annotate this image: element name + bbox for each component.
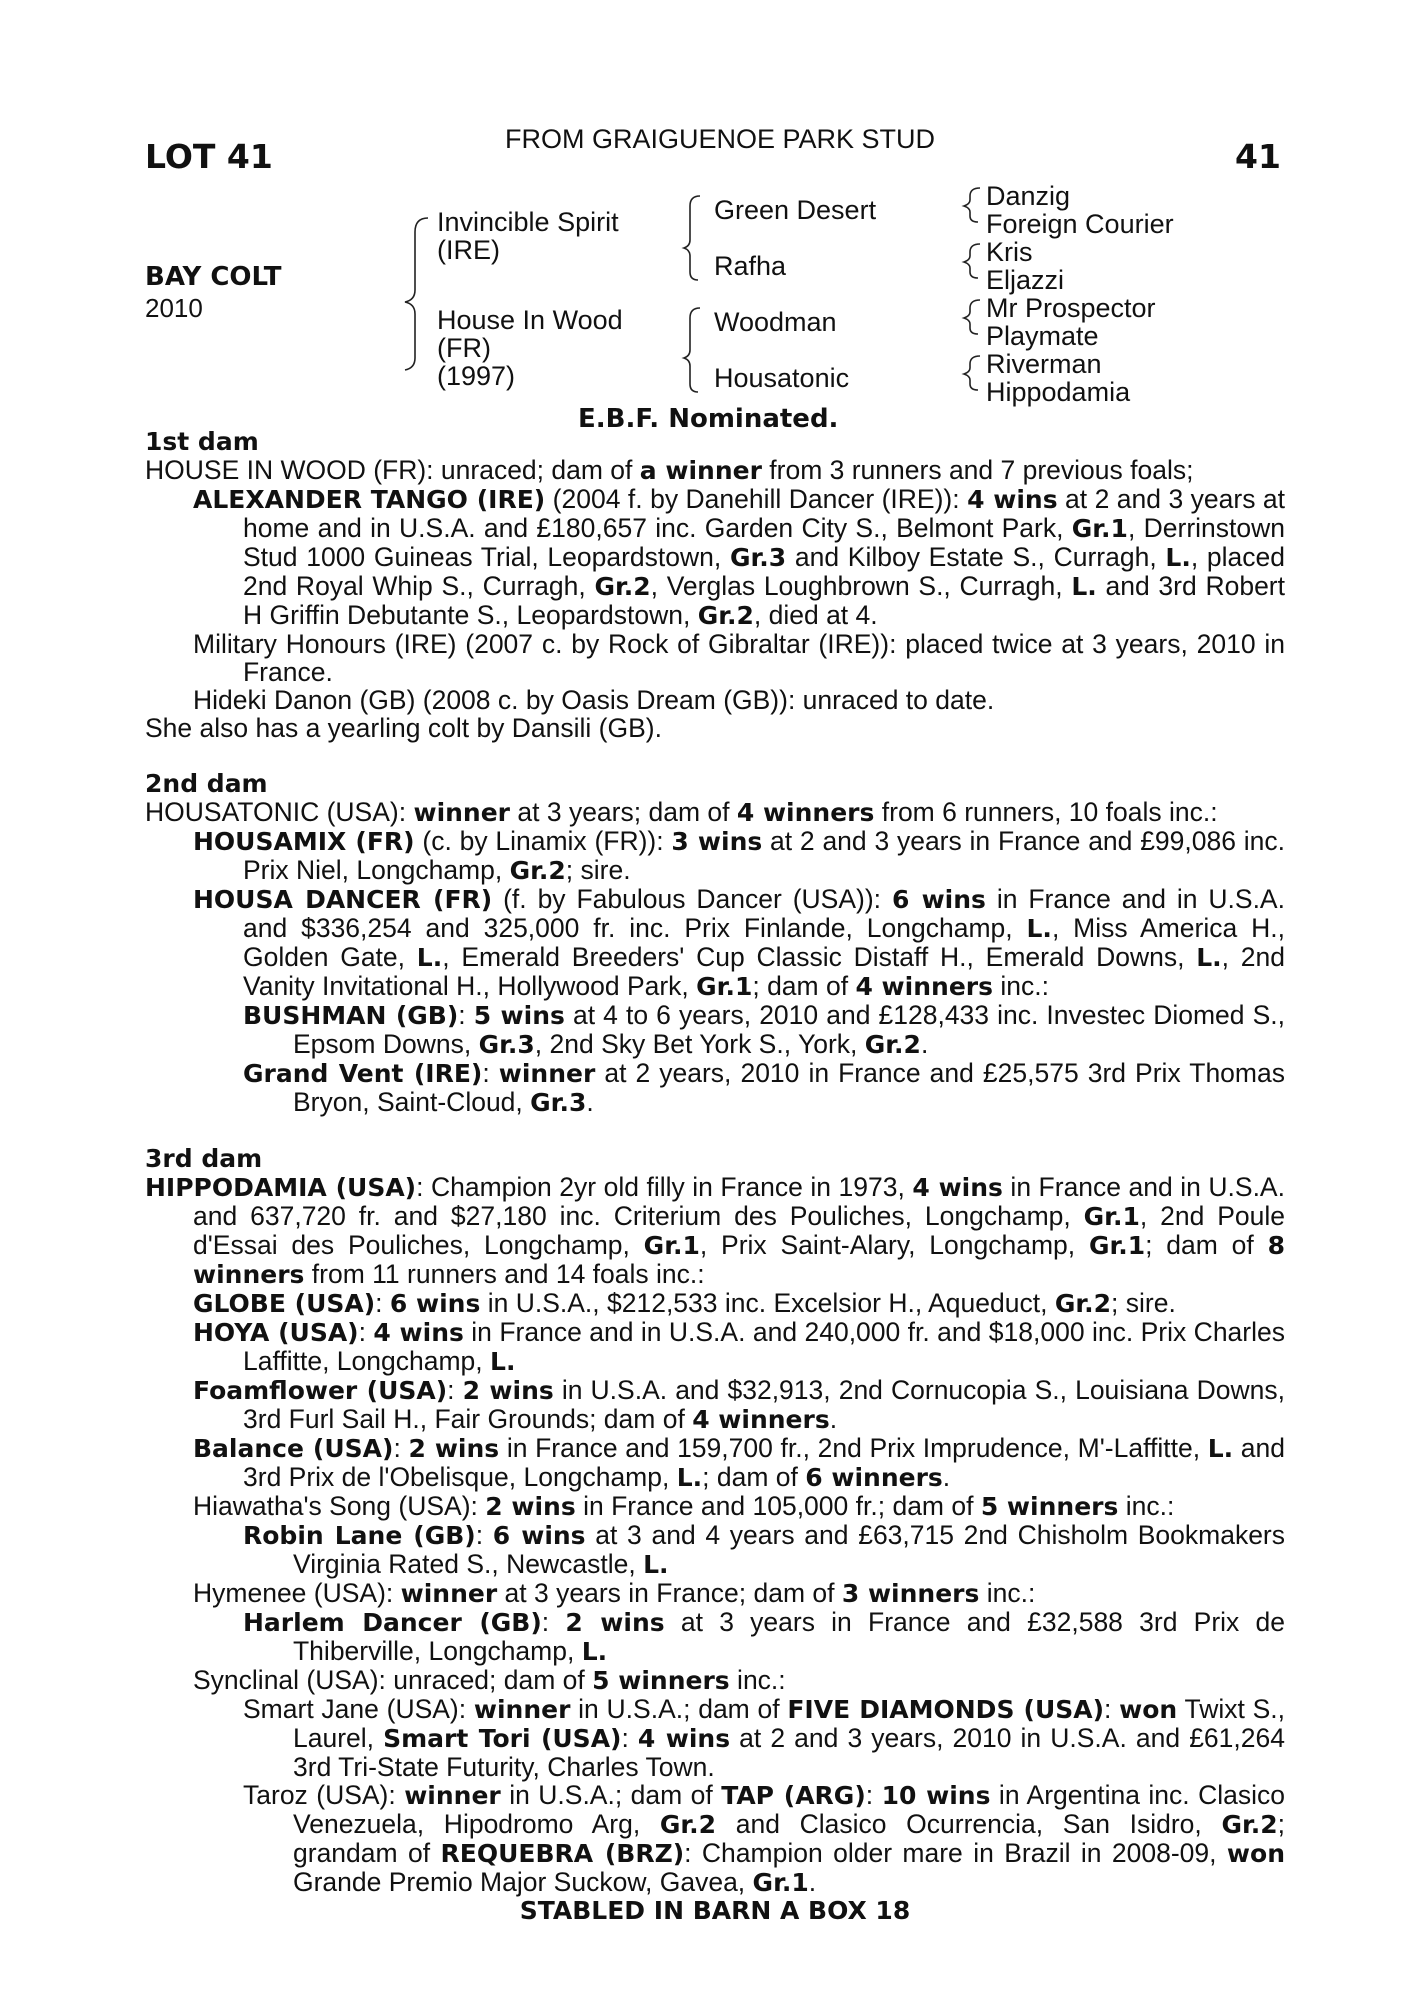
text: from 3 runners and 7 previous foals; xyxy=(761,455,1194,485)
text: and Clasico Ocurrencia, San Isidro, xyxy=(716,1809,1222,1839)
bold-text: Gr.1 xyxy=(643,1231,700,1260)
family-details xyxy=(145,428,1285,1925)
bold-text: Gr.2 xyxy=(1054,1289,1112,1318)
bold-text: Smart Tori (USA) xyxy=(383,1724,622,1753)
text: Hymenee (USA): xyxy=(193,1578,401,1608)
lot-label: LOT 41 xyxy=(145,137,273,176)
brace-gen3-4 xyxy=(964,356,980,390)
text: HOUSATONIC (USA): xyxy=(145,797,414,827)
text: , 2nd Sky Bet York S., York, xyxy=(534,1029,865,1059)
second-dam-summary xyxy=(145,798,1285,827)
text: . xyxy=(808,1867,817,1897)
bold-text: 4 winners xyxy=(855,972,993,1001)
text: at 2 and 3 years, 2010 in U.S.A. and £61,264 3rd Tri-State Futurity, Charles Town. xyxy=(293,1723,1285,1782)
bold-text: Gr.3 xyxy=(530,1088,587,1117)
bold-text: 2 wins xyxy=(565,1608,665,1637)
bold-text: winner xyxy=(473,1695,571,1724)
text: ; grandam of xyxy=(293,1809,1285,1868)
sire-line-1: Invincible Spirit xyxy=(437,207,619,237)
text: at 3 years; dam of xyxy=(510,797,737,827)
text: inc.: xyxy=(979,1578,1036,1608)
bold-text: L. xyxy=(1196,943,1222,972)
dam-dam: Housatonic xyxy=(714,363,850,393)
produce-bushman xyxy=(243,1000,1285,1059)
produce-synclinal xyxy=(193,1665,1285,1695)
bold-text: winner xyxy=(404,1781,501,1810)
text: , died at 4. xyxy=(753,600,878,630)
text: , Miss America H., Golden Gate, xyxy=(243,913,1285,972)
bold-text: Gr.1 xyxy=(1083,1202,1140,1231)
yearling-note: She also has a yearling colt by Dansili (GB). xyxy=(145,713,662,743)
text: at 4 to 6 years, 2010 and £128,433 inc. Investec Diomed S., Epsom Downs, xyxy=(293,1000,1285,1059)
sire-dam-dam: Eljazzi xyxy=(986,265,1065,295)
stabled-location: STABLED IN BARN A BOX 18 xyxy=(519,1896,911,1925)
text: at 3 years in France; dam of xyxy=(497,1578,842,1608)
bold-text: 5 winners xyxy=(980,1492,1119,1521)
dam-dam-sire: Riverman xyxy=(986,349,1102,379)
bold-text: 4 wins xyxy=(912,1173,1003,1202)
text: : xyxy=(865,1780,882,1810)
bold-text: 2 wins xyxy=(408,1434,500,1463)
text: : xyxy=(482,1058,499,1088)
text: ; dam of xyxy=(702,1462,806,1492)
bold-text: 6 wins xyxy=(389,1289,481,1318)
bold-text: L. xyxy=(676,1463,703,1492)
text: at 2 years, 2010 in France and £25,575 3rd Prix Thomas Bryon, Saint-Cloud, xyxy=(293,1058,1285,1117)
bold-text: won xyxy=(1226,1839,1285,1868)
produce-alexander-tango xyxy=(193,484,1285,630)
first-dam-summary xyxy=(145,456,1285,485)
produce-hiawathas-song xyxy=(193,1491,1285,1521)
bold-text: Gr.1 xyxy=(1088,1231,1146,1260)
bold-text: L. xyxy=(1026,914,1052,943)
bold-text: 4 wins xyxy=(373,1318,464,1347)
text: : xyxy=(393,1433,409,1463)
produce-taroz xyxy=(243,1780,1285,1897)
produce-housamix xyxy=(193,826,1285,885)
text: Twixt S., Laurel, xyxy=(293,1694,1285,1753)
bold-text: L. xyxy=(643,1550,669,1579)
text: Hiawatha's Song (USA): xyxy=(193,1491,486,1521)
produce-hoya xyxy=(193,1317,1285,1376)
text: (f. by Fabulous Dancer (USA)): xyxy=(492,884,892,914)
bold-text: 10 wins xyxy=(881,1781,991,1810)
lot-number: 41 xyxy=(1235,137,1281,176)
horse-name: HOUSAMIX (FR) xyxy=(193,827,415,856)
text: . xyxy=(829,1404,838,1434)
text: in Argentina inc. Clasico Venezuela, Hipodromo Arg, xyxy=(293,1780,1285,1839)
text: in U.S.A.; dam of xyxy=(570,1694,788,1724)
bold-text: Gr.2 xyxy=(864,1030,921,1059)
bold-text: 4 wins xyxy=(637,1724,731,1753)
produce-balance xyxy=(193,1433,1286,1492)
horse-name: Grand Vent (IRE) xyxy=(243,1059,483,1088)
text: in France and in U.S.A. and $336,254 and 325,000 fr. inc. Prix Finlande, Longchamp, xyxy=(243,884,1285,943)
bold-text: L. xyxy=(490,1347,516,1376)
text: : xyxy=(541,1607,566,1637)
dam-line-1: House In Wood xyxy=(437,305,623,335)
text: , Verglas Loughbrown S., Curragh, xyxy=(650,571,1072,601)
sire-name xyxy=(437,208,619,264)
text: in France and 159,700 fr., 2nd Prix Imprudence, M'-Laffitte, xyxy=(499,1433,1208,1463)
text: , Emerald Breeders' Cup Classic Distaff H., Emerald Downs, xyxy=(442,942,1197,972)
bold-text: L. xyxy=(581,1637,608,1666)
text: at 3 and 4 years and £63,715 2nd Chisholm Bookmakers Virginia Rated S., Newcastle, xyxy=(293,1520,1286,1579)
third-dam-heading: 3rd dam xyxy=(145,1144,263,1173)
text: and 3rd Prix de l'Obelisque, Longchamp, xyxy=(243,1433,1286,1492)
text: : xyxy=(475,1520,493,1550)
produce-housa-dancer xyxy=(193,884,1285,1001)
horse-name: ALEXANDER TANGO (IRE) xyxy=(193,485,546,514)
dam-name xyxy=(437,306,623,390)
horse-sex: BAY COLT xyxy=(145,262,282,292)
produce-grand-vent xyxy=(243,1058,1285,1117)
text: . xyxy=(586,1087,594,1117)
brace-gen3-1 xyxy=(964,188,980,222)
text: , 2nd Poule d'Essai des Pouliches, Longchamp, xyxy=(193,1201,1285,1260)
dam-sire-dam: Playmate xyxy=(986,321,1099,351)
text: . xyxy=(920,1029,929,1059)
text: : Champion 2yr old filly in France in 1973, xyxy=(416,1172,913,1202)
produce-hideki-danon: Hideki Danon (GB) (2008 c. by Oasis Dream (GB)): unraced to date. xyxy=(193,685,995,715)
text: in France and 105,000 fr.; dam of xyxy=(575,1491,981,1521)
bold-text: L. xyxy=(416,943,443,972)
text: , 2nd Vanity Invitational H., Hollywood Park, xyxy=(243,942,1285,1001)
text: ; dam of xyxy=(1145,1230,1268,1260)
horse-name: Harlem Dancer (GB) xyxy=(243,1608,542,1637)
text: , Derrinstown Stud 1000 Guineas Trial, Leopardstown, xyxy=(243,513,1285,572)
brace-gen2-dam xyxy=(684,308,700,392)
text: in U.S.A.; dam of xyxy=(500,1780,722,1810)
dam-line-2: (FR) xyxy=(437,333,491,363)
sire-dam-sire: Kris xyxy=(986,237,1033,267)
bold-text: won xyxy=(1119,1695,1178,1724)
bold-text: 4 wins xyxy=(967,485,1058,514)
sire-sire-dam: Foreign Courier xyxy=(986,209,1174,239)
text: : xyxy=(458,1000,474,1030)
text: inc.: xyxy=(992,971,1049,1001)
bold-text: 4 winners xyxy=(692,1405,830,1434)
text: : xyxy=(375,1288,390,1318)
produce-harlem-dancer xyxy=(243,1607,1285,1666)
produce-smart-jane xyxy=(243,1694,1285,1782)
first-dam-heading: 1st dam xyxy=(145,427,259,456)
text: inc.: xyxy=(1118,1491,1175,1521)
text: Synclinal (USA): unraced; dam of xyxy=(193,1665,593,1695)
bold-text: Gr.1 xyxy=(752,1868,809,1897)
text: : xyxy=(447,1375,463,1405)
bold-text: 6 wins xyxy=(492,1521,586,1550)
dam-sire: Woodman xyxy=(714,307,837,337)
text: at 2 and 3 years in France and £99,086 inc. Prix Niel, Longchamp, xyxy=(243,826,1285,885)
text: and Kilboy Estate S., Curragh, xyxy=(786,542,1166,572)
bold-text: Gr.3 xyxy=(729,543,787,572)
bold-text: 6 wins xyxy=(891,885,986,914)
bold-text: 6 winners xyxy=(805,1463,943,1492)
text: at 3 years in France and £32,588 3rd Prix de Thiberville, Longchamp, xyxy=(293,1607,1285,1666)
text: Taroz (USA): xyxy=(243,1780,405,1810)
text: : Champion older mare in Brazil in 2008-09, xyxy=(684,1838,1227,1868)
bold-text: Gr.1 xyxy=(696,972,753,1001)
brace-gen1 xyxy=(405,218,428,370)
text: in France and in U.S.A. and 637,720 fr. and $27,180 inc. Criterium des Pouliches, Longchamp, xyxy=(193,1172,1285,1231)
bold-text: 5 wins xyxy=(473,1001,565,1030)
brace-gen3-2 xyxy=(964,244,980,278)
bold-text: L. xyxy=(1165,543,1191,572)
text: and 3rd Robert H Griffin Debutante S., Leopardstown, xyxy=(243,571,1285,630)
text: from 11 runners and 14 foals inc.: xyxy=(304,1259,705,1289)
text: . xyxy=(942,1462,951,1492)
text: ; sire. xyxy=(565,855,631,885)
bold-text: L. xyxy=(1207,1434,1234,1463)
text: in U.S.A., $212,533 inc. Excelsior H., Aqueduct, xyxy=(480,1288,1055,1318)
dam-line-3: (1997) xyxy=(437,361,516,391)
text: at 2 and 3 years at home and in U.S.A. and £180,657 inc. Garden City S., Belmont Park, xyxy=(243,484,1285,543)
bold-text: Gr.2 xyxy=(659,1810,717,1839)
text: ; sire. xyxy=(1111,1288,1176,1318)
bold-text: 8 winners xyxy=(193,1231,1285,1289)
bold-text: 2 wins xyxy=(462,1376,554,1405)
vendor-name: FROM GRAIGUENOE PARK STUD xyxy=(505,124,936,154)
bold-text: 3 winners xyxy=(841,1579,980,1608)
brace-gen2-sire xyxy=(684,196,700,280)
bold-text: 4 winners xyxy=(736,798,875,827)
text: ; dam of xyxy=(752,971,856,1001)
text: : xyxy=(358,1317,374,1347)
spacer xyxy=(145,742,1285,770)
bold-text: a winner xyxy=(639,456,762,485)
horse-name: Balance (USA) xyxy=(193,1434,394,1463)
dam-sire-sire: Mr Prospector xyxy=(986,293,1156,323)
text: (2004 f. by Danehill Dancer (IRE)): xyxy=(545,484,968,514)
text: : xyxy=(1104,1694,1120,1724)
horse-name: Robin Lane (GB) xyxy=(243,1521,476,1550)
text: in France and in U.S.A. and 240,000 fr. and $18,000 inc. Prix Charles Laffitte, Longchamp, xyxy=(243,1317,1285,1376)
ebf-nominated: E.B.F. Nominated. xyxy=(578,404,839,434)
bold-text: Gr.2 xyxy=(1221,1810,1278,1839)
text: Grande Premio Major Suckow, Gavea, xyxy=(293,1867,753,1897)
produce-globe xyxy=(193,1288,1285,1318)
horse-year: 2010 xyxy=(145,293,203,323)
produce-foamflower xyxy=(193,1375,1285,1434)
horse-name: HIPPODAMIA (USA) xyxy=(145,1173,417,1202)
text: from 6 runners, 10 foals inc.: xyxy=(874,797,1218,827)
text: Smart Jane (USA): xyxy=(243,1694,474,1724)
dam-dam-dam: Hippodamia xyxy=(986,377,1131,407)
bold-text: Gr.3 xyxy=(478,1030,535,1059)
bold-text: TAP (ARG) xyxy=(721,1781,866,1810)
bold-text: winner xyxy=(400,1579,498,1608)
sire-sire-sire: Danzig xyxy=(986,181,1071,211)
text: inc.: xyxy=(729,1665,786,1695)
produce-military-honours: Military Honours (IRE) (2007 c. by Rock of Gibraltar (IRE)): placed twice at 3 years, 2010 in France. xyxy=(193,629,1285,687)
bold-text: Gr.2 xyxy=(697,601,754,630)
text: in U.S.A. and $32,913, 2nd Cornucopia S., Louisiana Downs, 3rd Furl Sail H., Fair Grounds; dam of xyxy=(243,1375,1285,1434)
bold-text: Gr.2 xyxy=(509,856,566,885)
bold-text: L. xyxy=(1071,572,1097,601)
third-dam-summary xyxy=(145,1172,1285,1289)
bold-text: 2 wins xyxy=(485,1492,576,1521)
text: (c. by Linamix (FR)): xyxy=(414,826,672,856)
horse-name: BUSHMAN (GB) xyxy=(243,1001,459,1030)
bold-text: winner xyxy=(413,798,511,827)
produce-hymenee xyxy=(193,1578,1285,1608)
text: : xyxy=(621,1723,638,1753)
sire-line-2: (IRE) xyxy=(437,235,500,265)
text: , Prix Saint-Alary, Longchamp, xyxy=(699,1230,1089,1260)
pedigree-braces xyxy=(0,0,1425,420)
bold-text: FIVE DIAMONDS (USA) xyxy=(787,1695,1105,1724)
spacer xyxy=(145,1117,1285,1145)
brace-gen3-3 xyxy=(964,300,980,334)
horse-name: Foamflower (USA) xyxy=(193,1376,448,1405)
horse-name: HOYA (USA) xyxy=(193,1318,359,1347)
text: HOUSE IN WOOD (FR): unraced; dam of xyxy=(145,455,640,485)
second-dam-heading: 2nd dam xyxy=(145,769,268,798)
horse-name: HOUSA DANCER (FR) xyxy=(193,885,493,914)
bold-text: REQUEBRA (BRZ) xyxy=(440,1839,685,1868)
text: , placed 2nd Royal Whip S., Curragh, xyxy=(243,542,1285,601)
bold-text: Gr.2 xyxy=(594,572,651,601)
sire-dam: Rafha xyxy=(714,251,787,281)
horse-name: GLOBE (USA) xyxy=(193,1289,376,1318)
bold-text: winner xyxy=(498,1059,596,1088)
produce-robin-lane xyxy=(243,1520,1286,1579)
bold-text: 5 winners xyxy=(592,1666,730,1695)
sire-sire: Green Desert xyxy=(714,195,877,225)
bold-text: 3 wins xyxy=(671,827,763,856)
bold-text: Gr.1 xyxy=(1071,514,1128,543)
